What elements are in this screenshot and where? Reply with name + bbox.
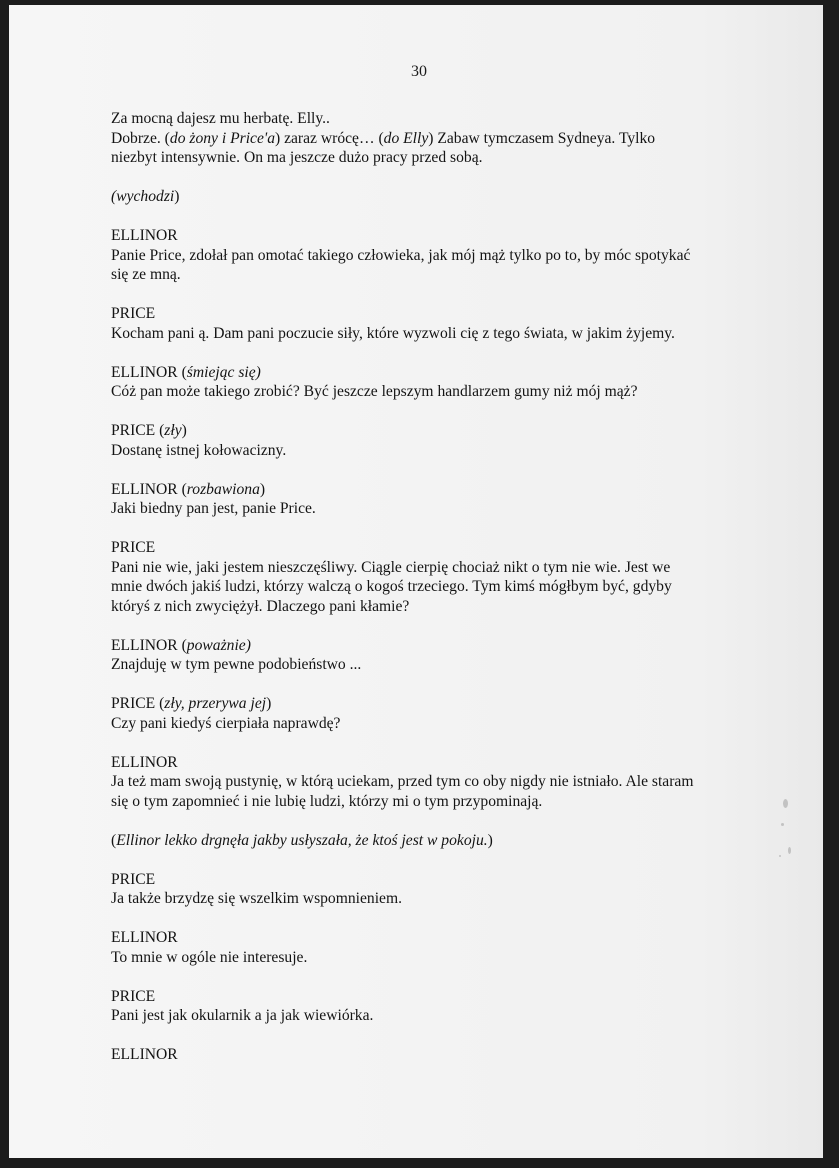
- blank-line: [111, 207, 751, 227]
- line-text: PRICE: [111, 870, 156, 888]
- script-line: [111, 655, 751, 675]
- stage-direction-text: rozbawiona: [186, 480, 260, 498]
- stage-direction-text: Ellinor lekko drgnęła jakby usłyszała, że ktoś jest w pokoju.: [116, 831, 488, 849]
- line-text: (: [111, 831, 117, 849]
- script-line: [111, 363, 751, 383]
- script-line: [111, 636, 751, 656]
- script-line: [111, 421, 751, 441]
- script-line: [111, 928, 751, 948]
- line-text: ELLINOR (: [111, 636, 187, 654]
- line-text: PRICE: [111, 987, 156, 1005]
- blank-line: [111, 850, 751, 870]
- blank-line: [111, 519, 751, 539]
- line-text: ELLINOR: [111, 753, 178, 771]
- script-line: [111, 714, 751, 734]
- script-line: [111, 304, 751, 324]
- script-line: [111, 187, 751, 207]
- script-line: [111, 246, 751, 266]
- blank-line: [111, 402, 751, 422]
- line-text: PRICE (: [111, 695, 165, 712]
- script-line: [111, 597, 751, 617]
- blank-line: [111, 675, 751, 695]
- line-text: ELLINOR: [111, 929, 178, 946]
- line-text: się ze mną.: [111, 266, 181, 283]
- stage-direction-text: do Elly: [383, 129, 429, 147]
- line-text: ): [181, 422, 187, 439]
- script-line: [111, 831, 751, 851]
- blank-line: [111, 460, 751, 480]
- line-text: Czy pani kiedyś cierpiała naprawdę?: [111, 714, 341, 732]
- script-line: [111, 129, 751, 149]
- line-text: Cóż pan może takiego zrobić? Być jeszcze lepszym handlarzem gumy niż mój mąż?: [111, 383, 638, 400]
- line-text: Pani nie wie, jaki jestem nieszczęśliwy. Ciągle cierpię chociaż nikt o tym nie wie. Jest we: [111, 558, 671, 576]
- line-text: ) Zabaw tymczasem Sydneya. Tylko: [428, 129, 656, 147]
- stage-direction-text: zły: [164, 422, 182, 439]
- line-text: PRICE: [111, 539, 156, 556]
- script-line: [111, 694, 751, 714]
- line-text: ): [174, 188, 180, 205]
- script-line: [111, 987, 751, 1007]
- line-text: PRICE (: [111, 422, 165, 439]
- stage-direction-text: poważnie): [186, 636, 251, 654]
- line-text: ELLINOR (: [111, 480, 187, 498]
- script-line: [111, 265, 751, 285]
- blank-line: [111, 616, 751, 636]
- blank-line: [111, 343, 751, 363]
- line-text: Panie Price, zdołał pan omotać takiego człowieka, jak mój mąż tylko po to, by móc spotykać: [111, 246, 691, 264]
- blank-line: [111, 811, 751, 831]
- script-line: [111, 753, 751, 773]
- script-line: [111, 538, 751, 558]
- script-line: [111, 948, 751, 968]
- blank-line: [111, 909, 751, 929]
- line-text: niezbyt intensywnie. On ma jeszcze dużo pracy przed sobą.: [111, 149, 483, 166]
- line-text: Ja też mam swoją pustynię, w którą uciekam, przed tym co oby nigdy nie istniało. Ale staram: [111, 773, 694, 790]
- stage-direction-text: śmiejąc się): [186, 363, 261, 381]
- script-line: [111, 148, 751, 168]
- stage-direction-text: (wychodzi: [111, 188, 175, 205]
- script-line: [111, 792, 751, 812]
- script-line: [111, 889, 751, 909]
- line-text: ELLINOR (: [111, 363, 187, 381]
- page-number: 30: [411, 63, 427, 80]
- line-text: mnie dwóch jakiś ludzi, którzy walczą o kogoś trzeciego. Tym kimś mógłbym być, gdyby: [111, 578, 672, 595]
- script-line: [111, 870, 751, 890]
- line-text: Kocham pani ą. Dam pani poczucie siły, które wyzwoli cię z tego świata, w jakim żyjemy.: [111, 324, 675, 342]
- stage-direction-text: do żony i Price'a: [169, 129, 275, 147]
- script-line: [111, 1045, 751, 1065]
- line-text: Dostanę istnej kołowacizny.: [111, 441, 287, 459]
- line-text: To mnie w ogóle nie interesuje.: [111, 948, 308, 966]
- line-text: Jaki biedny pan jest, panie Price.: [111, 500, 316, 517]
- line-text: ): [266, 695, 272, 712]
- blank-line: [111, 733, 751, 753]
- script-line: [111, 226, 751, 246]
- script-line: [111, 441, 751, 461]
- script-line: [111, 577, 751, 597]
- script-line: [111, 324, 751, 344]
- script-line: [111, 1006, 751, 1026]
- script-line: [111, 382, 751, 402]
- script-text-body: [111, 109, 751, 1065]
- blank-line: [111, 168, 751, 188]
- blank-line: [111, 967, 751, 987]
- line-text: Za mocną dajesz mu herbatę. Elly..: [111, 110, 330, 127]
- script-line: [111, 772, 751, 792]
- blank-line: [111, 285, 751, 305]
- stage-direction-text: zły, przerywa jej: [164, 695, 267, 712]
- line-text: się o tym zapomnieć i nie lubię ludzi, którzy mi o tym przypominają.: [111, 792, 543, 810]
- document-page: [9, 5, 823, 1158]
- line-text: ELLINOR: [111, 1046, 178, 1063]
- line-text: ): [487, 831, 493, 849]
- line-text: Ja także brzydzę się wszelkim wspomnieniem.: [111, 890, 402, 907]
- line-text: ): [259, 480, 266, 498]
- line-text: Dobrze. (: [111, 129, 170, 147]
- script-line: [111, 499, 751, 519]
- line-text: Pani jest jak okularnik a ja jak wiewiórka.: [111, 1007, 374, 1024]
- line-text: PRICE: [111, 305, 156, 322]
- line-text: ) zaraz wrócę… (: [275, 129, 384, 147]
- line-text: któryś z nich zwyciężył. Dlaczego pani kłamie?: [111, 597, 410, 615]
- scan-specks: [779, 795, 799, 875]
- line-text: ELLINOR: [111, 227, 178, 244]
- script-line: [111, 558, 751, 578]
- blank-line: [111, 1026, 751, 1046]
- script-line: [111, 480, 751, 500]
- line-text: Znajduję w tym pewne podobieństwo ...: [111, 656, 362, 673]
- script-line: [111, 109, 751, 129]
